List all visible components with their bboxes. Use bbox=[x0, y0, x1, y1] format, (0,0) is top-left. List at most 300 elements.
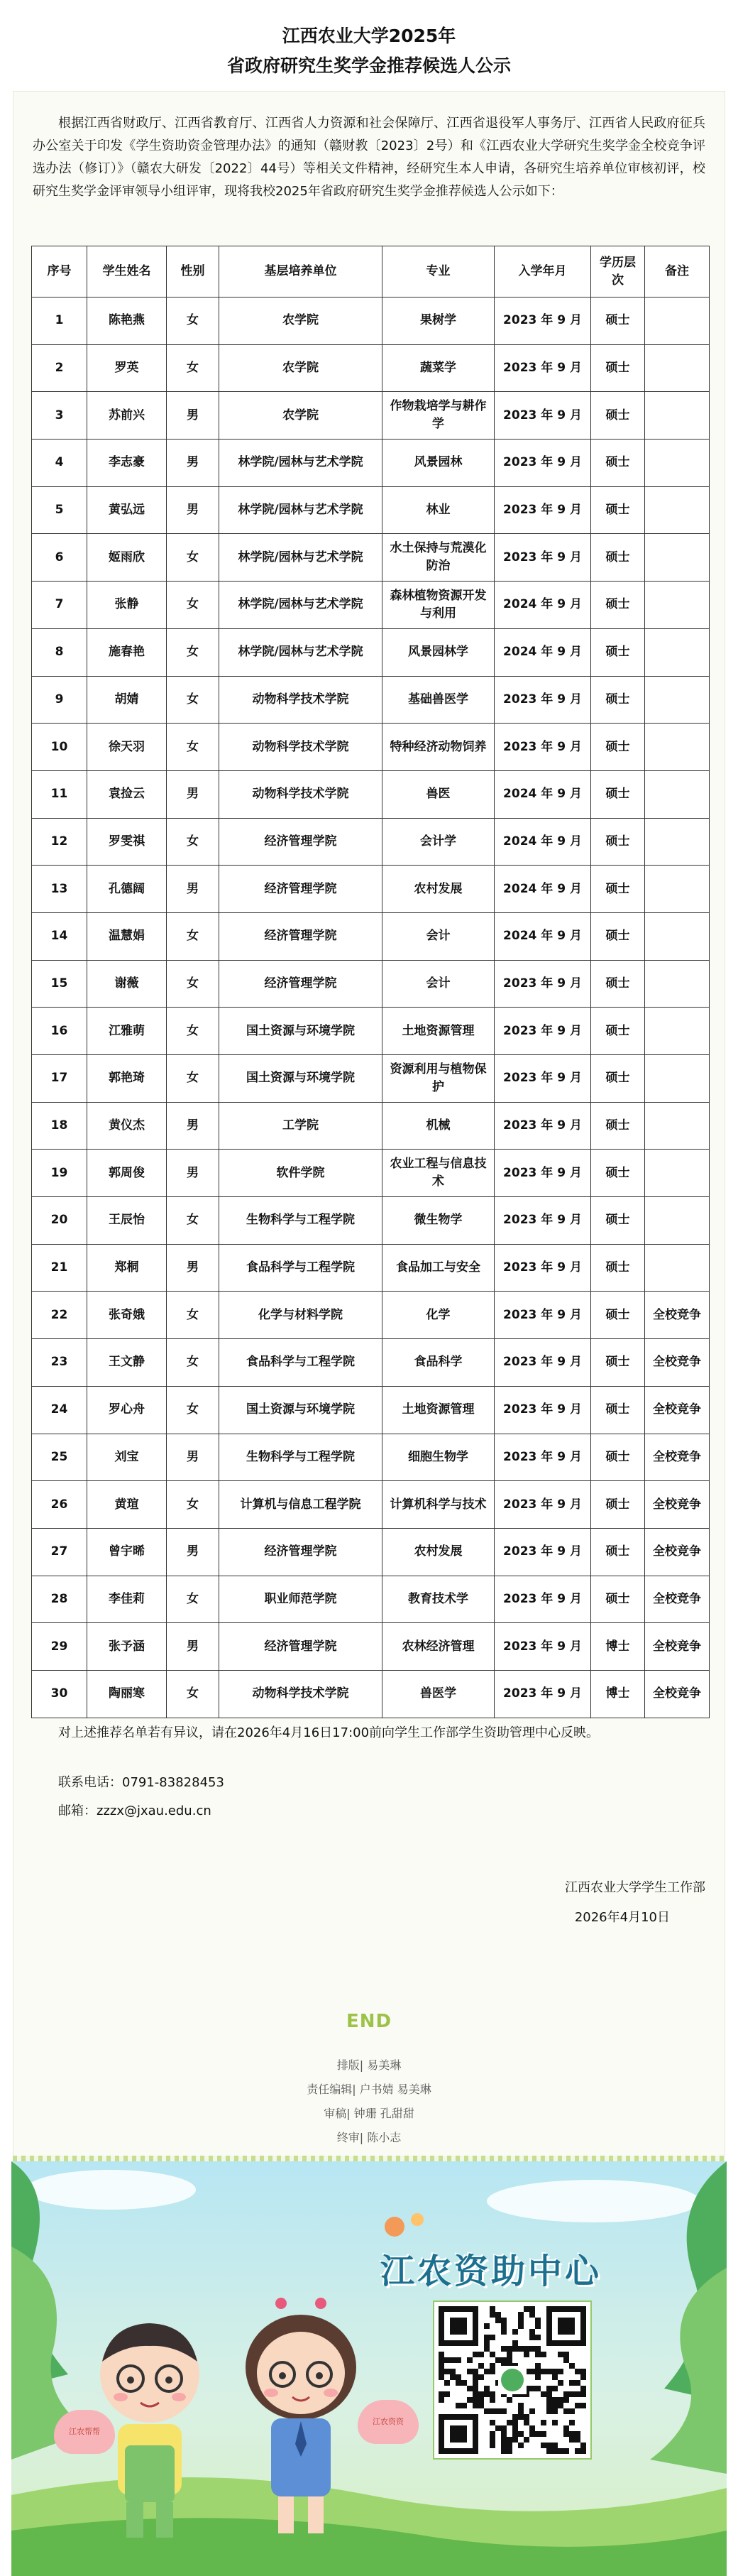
cell-remark bbox=[645, 440, 710, 487]
cell-name: 谢薇 bbox=[87, 960, 167, 1008]
cell-remark: 全校竞争 bbox=[645, 1339, 710, 1387]
cell-major: 风景园林学 bbox=[382, 628, 495, 676]
cell-remark bbox=[645, 486, 710, 534]
cell-degree: 硕士 bbox=[591, 1339, 645, 1387]
cell-degree: 硕士 bbox=[591, 1008, 645, 1055]
cell-unit: 工学院 bbox=[219, 1102, 382, 1150]
sign-left: 江农帮帮 bbox=[54, 2410, 115, 2454]
table-row bbox=[32, 818, 710, 866]
cell-name: 曾宇晞 bbox=[87, 1528, 167, 1576]
cell-enroll: 2023 年 9 月 bbox=[495, 1481, 591, 1529]
cell-enroll: 2023 年 9 月 bbox=[495, 440, 591, 487]
cell-degree: 硕士 bbox=[591, 1055, 645, 1103]
cell-major: 农业工程与信息技术 bbox=[382, 1150, 495, 1197]
cell-degree: 硕士 bbox=[591, 1102, 645, 1150]
cell-index: 18 bbox=[32, 1102, 87, 1150]
cell-unit: 经济管理学院 bbox=[219, 912, 382, 960]
cell-index: 16 bbox=[32, 1008, 87, 1055]
table-row bbox=[32, 770, 710, 818]
cell-name: 王辰怡 bbox=[87, 1197, 167, 1245]
cell-index: 6 bbox=[32, 534, 87, 582]
cell-degree: 硕士 bbox=[591, 392, 645, 440]
cell-remark bbox=[645, 866, 710, 913]
intro-paragraph: 根据江西省财政厅、江西省教育厅、江西省人力资源和社会保障厅、江西省退役军人事务厅、江西省人民政府征兵办公室关于印发《学生资助资金管理办法》的通知（赣财教〔2023〕2号）和《江西农业大学研究生奖学金全校竞争评选办法（修订）》（赣农大研发〔2022〕44号）等相关文件精神，经研究生本人申请，各研究生培养单位审核初评，校研究生奖学金评审领导小组评审，现将我校2025年省政府研究生奖学金推荐候选人公示如下： bbox=[33, 116, 705, 199]
table-row bbox=[32, 1150, 710, 1197]
table-row bbox=[32, 1244, 710, 1292]
table-row bbox=[32, 534, 710, 582]
cell-index: 13 bbox=[32, 866, 87, 913]
cell-gender: 男 bbox=[167, 1528, 219, 1576]
cell-enroll: 2024 年 9 月 bbox=[495, 818, 591, 866]
cell-degree: 硕士 bbox=[591, 912, 645, 960]
header-index: 序号 bbox=[32, 246, 87, 298]
table-row bbox=[32, 724, 710, 771]
cell-gender: 女 bbox=[167, 960, 219, 1008]
cell-name: 罗英 bbox=[87, 344, 167, 392]
cell-enroll: 2023 年 9 月 bbox=[495, 1576, 591, 1623]
table-row bbox=[32, 866, 710, 913]
cell-unit: 动物科学技术学院 bbox=[219, 1670, 382, 1718]
cell-gender: 男 bbox=[167, 1434, 219, 1481]
banner-title: 江农资助中心 bbox=[380, 2252, 602, 2291]
cell-remark bbox=[645, 1102, 710, 1150]
cell-gender: 女 bbox=[167, 676, 219, 724]
cell-enroll: 2024 年 9 月 bbox=[495, 866, 591, 913]
cell-name: 张奇娥 bbox=[87, 1292, 167, 1339]
cell-remark: 全校竞争 bbox=[645, 1576, 710, 1623]
cell-name: 张静 bbox=[87, 582, 167, 629]
cell-gender: 女 bbox=[167, 1339, 219, 1387]
cell-degree: 硕士 bbox=[591, 628, 645, 676]
promo-banner bbox=[11, 2161, 727, 2576]
cell-unit: 林学院/园林与艺术学院 bbox=[219, 582, 382, 629]
cell-index: 2 bbox=[32, 344, 87, 392]
cell-gender: 女 bbox=[167, 1292, 219, 1339]
cell-unit: 农学院 bbox=[219, 392, 382, 440]
cell-enroll: 2024 年 9 月 bbox=[495, 628, 591, 676]
cell-major: 会计学 bbox=[382, 818, 495, 866]
cell-gender: 女 bbox=[167, 1386, 219, 1434]
cell-index: 14 bbox=[32, 912, 87, 960]
cell-enroll: 2023 年 9 月 bbox=[495, 676, 591, 724]
cell-degree: 硕士 bbox=[591, 1434, 645, 1481]
cell-gender: 男 bbox=[167, 392, 219, 440]
table-row bbox=[32, 486, 710, 534]
cell-name: 苏前兴 bbox=[87, 392, 167, 440]
page-title bbox=[0, 21, 738, 81]
cell-major: 化学 bbox=[382, 1292, 495, 1339]
table-row bbox=[32, 1481, 710, 1529]
cell-remark bbox=[645, 724, 710, 771]
cell-remark bbox=[645, 628, 710, 676]
cell-unit: 林学院/园林与艺术学院 bbox=[219, 440, 382, 487]
cell-major: 特种经济动物饲养 bbox=[382, 724, 495, 771]
cell-major: 计算机科学与技术 bbox=[382, 1481, 495, 1529]
cell-remark bbox=[645, 1244, 710, 1292]
cell-major: 森林植物资源开发与利用 bbox=[382, 582, 495, 629]
cell-remark bbox=[645, 582, 710, 629]
header-name: 学生姓名 bbox=[87, 246, 167, 298]
cell-remark bbox=[645, 1150, 710, 1197]
cell-unit: 动物科学技术学院 bbox=[219, 724, 382, 771]
cell-degree: 硕士 bbox=[591, 298, 645, 345]
cell-gender: 女 bbox=[167, 1576, 219, 1623]
girl-illustration bbox=[237, 2296, 365, 2545]
cell-index: 5 bbox=[32, 486, 87, 534]
cell-major: 农村发展 bbox=[382, 866, 495, 913]
cell-major: 风景园林 bbox=[382, 440, 495, 487]
cell-gender: 女 bbox=[167, 818, 219, 866]
cell-name: 徐天羽 bbox=[87, 724, 167, 771]
table-row bbox=[32, 960, 710, 1008]
cell-gender: 男 bbox=[167, 486, 219, 534]
cell-major: 食品加工与安全 bbox=[382, 1244, 495, 1292]
cell-index: 10 bbox=[32, 724, 87, 771]
cell-index: 8 bbox=[32, 628, 87, 676]
cell-unit: 国土资源与环境学院 bbox=[219, 1008, 382, 1055]
cell-unit: 软件学院 bbox=[219, 1150, 382, 1197]
cell-enroll: 2023 年 9 月 bbox=[495, 1008, 591, 1055]
cell-degree: 硕士 bbox=[591, 582, 645, 629]
cell-major: 会计 bbox=[382, 960, 495, 1008]
cell-degree: 硕士 bbox=[591, 770, 645, 818]
cell-gender: 女 bbox=[167, 534, 219, 582]
cell-major: 教育技术学 bbox=[382, 1576, 495, 1623]
header-degree: 学历层次 bbox=[591, 246, 645, 298]
cell-enroll: 2023 年 9 月 bbox=[495, 960, 591, 1008]
cell-major: 作物栽培学与耕作学 bbox=[382, 392, 495, 440]
cell-enroll: 2023 年 9 月 bbox=[495, 1055, 591, 1103]
cell-gender: 女 bbox=[167, 724, 219, 771]
cell-degree: 硕士 bbox=[591, 960, 645, 1008]
table-row bbox=[32, 582, 710, 629]
cell-index: 1 bbox=[32, 298, 87, 345]
cell-unit: 农学院 bbox=[219, 344, 382, 392]
credit-review: 审稿| 钟珊 孔甜甜 bbox=[324, 2107, 414, 2120]
cell-enroll: 2024 年 9 月 bbox=[495, 770, 591, 818]
cell-degree: 硕士 bbox=[591, 1292, 645, 1339]
table-row bbox=[32, 1576, 710, 1623]
table-row bbox=[32, 1670, 710, 1718]
contact-phone: 联系电话：0791-83828453 bbox=[58, 1775, 224, 1790]
cell-index: 12 bbox=[32, 818, 87, 866]
cell-degree: 硕士 bbox=[591, 1150, 645, 1197]
cell-index: 15 bbox=[32, 960, 87, 1008]
cell-enroll: 2023 年 9 月 bbox=[495, 1150, 591, 1197]
table-header-row bbox=[32, 246, 710, 298]
cell-unit: 经济管理学院 bbox=[219, 818, 382, 866]
cell-unit: 经济管理学院 bbox=[219, 960, 382, 1008]
cell-enroll: 2023 年 9 月 bbox=[495, 1386, 591, 1434]
cell-unit: 职业师范学院 bbox=[219, 1576, 382, 1623]
header-unit: 基层培养单位 bbox=[219, 246, 382, 298]
table-row bbox=[32, 628, 710, 676]
cell-index: 26 bbox=[32, 1481, 87, 1529]
qr-code-icon bbox=[439, 2306, 586, 2454]
cell-unit: 经济管理学院 bbox=[219, 866, 382, 913]
cell-index: 7 bbox=[32, 582, 87, 629]
cell-enroll: 2023 年 9 月 bbox=[495, 1528, 591, 1576]
credit-final: 终审| 陈小志 bbox=[336, 2131, 402, 2144]
cell-unit: 食品科学与工程学院 bbox=[219, 1339, 382, 1387]
cell-gender: 女 bbox=[167, 1670, 219, 1718]
cell-index: 11 bbox=[32, 770, 87, 818]
cell-gender: 女 bbox=[167, 1008, 219, 1055]
cell-enroll: 2023 年 9 月 bbox=[495, 1197, 591, 1245]
cell-unit: 林学院/园林与艺术学院 bbox=[219, 486, 382, 534]
cell-unit: 食品科学与工程学院 bbox=[219, 1244, 382, 1292]
cell-remark bbox=[645, 770, 710, 818]
cell-remark: 全校竞争 bbox=[645, 1528, 710, 1576]
cell-index: 27 bbox=[32, 1528, 87, 1576]
cell-degree: 硕士 bbox=[591, 1197, 645, 1245]
cell-degree: 硕士 bbox=[591, 486, 645, 534]
cell-gender: 女 bbox=[167, 298, 219, 345]
header-remark: 备注 bbox=[645, 246, 710, 298]
cell-index: 20 bbox=[32, 1197, 87, 1245]
cell-unit: 生物科学与工程学院 bbox=[219, 1197, 382, 1245]
cell-major: 兽医 bbox=[382, 770, 495, 818]
table-row bbox=[32, 440, 710, 487]
cell-name: 李志豪 bbox=[87, 440, 167, 487]
contact-email: 邮箱：zzzx@jxau.edu.cn bbox=[58, 1803, 211, 1818]
cell-index: 4 bbox=[32, 440, 87, 487]
table-row bbox=[32, 344, 710, 392]
cell-unit: 化学与材料学院 bbox=[219, 1292, 382, 1339]
table-row bbox=[32, 676, 710, 724]
cell-enroll: 2023 年 9 月 bbox=[495, 392, 591, 440]
cell-enroll: 2023 年 9 月 bbox=[495, 1670, 591, 1718]
cell-degree: 硕士 bbox=[591, 344, 645, 392]
cell-gender: 女 bbox=[167, 912, 219, 960]
cell-index: 3 bbox=[32, 392, 87, 440]
cell-major: 林业 bbox=[382, 486, 495, 534]
cell-remark: 全校竞争 bbox=[645, 1292, 710, 1339]
cell-unit: 国土资源与环境学院 bbox=[219, 1055, 382, 1103]
credit-editor: 责任编辑| 户书婧 易美琳 bbox=[307, 2083, 431, 2096]
cell-enroll: 2023 年 9 月 bbox=[495, 534, 591, 582]
cell-name: 王文静 bbox=[87, 1339, 167, 1387]
cell-enroll: 2023 年 9 月 bbox=[495, 298, 591, 345]
cell-degree: 硕士 bbox=[591, 1528, 645, 1576]
title-line-2: 省政府研究生奖学金推荐候选人公示 bbox=[226, 55, 511, 76]
cell-gender: 女 bbox=[167, 344, 219, 392]
objection-notice: 对上述推荐名单若有异议，请在2026年4月16日17:00前向学生工作部学生资助管理中心反映。 bbox=[58, 1725, 600, 1740]
cell-name: 郑桐 bbox=[87, 1244, 167, 1292]
title-line-1: 江西农业大学2025年 bbox=[282, 26, 456, 46]
cell-name: 郭艳琦 bbox=[87, 1055, 167, 1103]
end-label: END bbox=[346, 2011, 392, 2032]
cell-enroll: 2023 年 9 月 bbox=[495, 486, 591, 534]
header-gender: 性别 bbox=[167, 246, 219, 298]
cell-unit: 林学院/园林与艺术学院 bbox=[219, 628, 382, 676]
cell-unit: 动物科学技术学院 bbox=[219, 770, 382, 818]
nominee-table bbox=[31, 246, 710, 1718]
cell-degree: 硕士 bbox=[591, 1386, 645, 1434]
cell-remark bbox=[645, 1055, 710, 1103]
cell-major: 果树学 bbox=[382, 298, 495, 345]
table-row bbox=[32, 1528, 710, 1576]
cell-major: 土地资源管理 bbox=[382, 1386, 495, 1434]
table-body bbox=[32, 298, 710, 1718]
cell-gender: 女 bbox=[167, 1055, 219, 1103]
cell-remark bbox=[645, 344, 710, 392]
cell-name: 刘宝 bbox=[87, 1434, 167, 1481]
table-row bbox=[32, 1055, 710, 1103]
table-row bbox=[32, 1197, 710, 1245]
cell-index: 22 bbox=[32, 1292, 87, 1339]
cell-remark bbox=[645, 1197, 710, 1245]
cell-degree: 硕士 bbox=[591, 534, 645, 582]
cell-name: 张予涵 bbox=[87, 1623, 167, 1671]
cell-unit: 计算机与信息工程学院 bbox=[219, 1481, 382, 1529]
cell-gender: 男 bbox=[167, 1150, 219, 1197]
cell-index: 21 bbox=[32, 1244, 87, 1292]
cell-name: 陈艳燕 bbox=[87, 298, 167, 345]
cell-remark bbox=[645, 298, 710, 345]
cell-major: 微生物学 bbox=[382, 1197, 495, 1245]
cell-unit: 国土资源与环境学院 bbox=[219, 1386, 382, 1434]
cell-index: 25 bbox=[32, 1434, 87, 1481]
cell-remark bbox=[645, 818, 710, 866]
table-row bbox=[32, 1339, 710, 1387]
sign-right: 江农资资 bbox=[358, 2400, 419, 2444]
cell-enroll: 2023 年 9 月 bbox=[495, 1292, 591, 1339]
cell-major: 会计 bbox=[382, 912, 495, 960]
cell-gender: 男 bbox=[167, 1244, 219, 1292]
cell-name: 胡婧 bbox=[87, 676, 167, 724]
header-enroll: 入学年月 bbox=[495, 246, 591, 298]
cell-degree: 硕士 bbox=[591, 1244, 645, 1292]
cell-major: 农村发展 bbox=[382, 1528, 495, 1576]
table-row bbox=[32, 298, 710, 345]
cell-degree: 硕士 bbox=[591, 724, 645, 771]
cell-name: 郭周俊 bbox=[87, 1150, 167, 1197]
cell-remark: 全校竞争 bbox=[645, 1386, 710, 1434]
cell-index: 24 bbox=[32, 1386, 87, 1434]
cell-remark: 全校竞争 bbox=[645, 1434, 710, 1481]
cell-major: 机械 bbox=[382, 1102, 495, 1150]
cell-index: 28 bbox=[32, 1576, 87, 1623]
cell-name: 江雅萌 bbox=[87, 1008, 167, 1055]
header-major: 专业 bbox=[382, 246, 495, 298]
cell-name: 罗雯祺 bbox=[87, 818, 167, 866]
cell-major: 食品科学 bbox=[382, 1339, 495, 1387]
table-row bbox=[32, 1102, 710, 1150]
cell-name: 黄弘远 bbox=[87, 486, 167, 534]
cell-name: 孔德阔 bbox=[87, 866, 167, 913]
cell-name: 陶丽寒 bbox=[87, 1670, 167, 1718]
cell-gender: 女 bbox=[167, 1481, 219, 1529]
cell-name: 袁捡云 bbox=[87, 770, 167, 818]
cell-name: 黄瑄 bbox=[87, 1481, 167, 1529]
cell-major: 蔬菜学 bbox=[382, 344, 495, 392]
cell-gender: 女 bbox=[167, 582, 219, 629]
cell-unit: 农学院 bbox=[219, 298, 382, 345]
signature-org: 江西农业大学学生工作部 bbox=[565, 1880, 705, 1895]
cell-major: 农林经济管理 bbox=[382, 1623, 495, 1671]
cell-degree: 硕士 bbox=[591, 1481, 645, 1529]
cell-remark: 全校竞争 bbox=[645, 1670, 710, 1718]
table-row bbox=[32, 1292, 710, 1339]
cell-enroll: 2023 年 9 月 bbox=[495, 724, 591, 771]
cell-gender: 女 bbox=[167, 1197, 219, 1245]
cell-unit: 生物科学与工程学院 bbox=[219, 1434, 382, 1481]
cell-gender: 男 bbox=[167, 440, 219, 487]
cell-remark bbox=[645, 912, 710, 960]
cell-remark bbox=[645, 1008, 710, 1055]
cell-degree: 硕士 bbox=[591, 866, 645, 913]
credit-layout: 排版| 易美琳 bbox=[336, 2058, 402, 2072]
cell-degree: 硕士 bbox=[591, 818, 645, 866]
cell-name: 罗心舟 bbox=[87, 1386, 167, 1434]
table-row bbox=[32, 392, 710, 440]
cell-name: 温慧娟 bbox=[87, 912, 167, 960]
cell-gender: 男 bbox=[167, 866, 219, 913]
cell-unit: 林学院/园林与艺术学院 bbox=[219, 534, 382, 582]
cell-index: 9 bbox=[32, 676, 87, 724]
cell-major: 兽医学 bbox=[382, 1670, 495, 1718]
cell-major: 资源利用与植物保护 bbox=[382, 1055, 495, 1103]
signature-date: 2026年4月10日 bbox=[574, 1910, 670, 1925]
cell-index: 23 bbox=[32, 1339, 87, 1387]
cell-name: 施春艳 bbox=[87, 628, 167, 676]
cell-degree: 博士 bbox=[591, 1623, 645, 1671]
cell-gender: 男 bbox=[167, 1623, 219, 1671]
cell-index: 29 bbox=[32, 1623, 87, 1671]
table-row bbox=[32, 1008, 710, 1055]
cell-name: 李佳莉 bbox=[87, 1576, 167, 1623]
cell-remark bbox=[645, 392, 710, 440]
cell-major: 基础兽医学 bbox=[382, 676, 495, 724]
cell-enroll: 2023 年 9 月 bbox=[495, 1102, 591, 1150]
cell-degree: 硕士 bbox=[591, 1576, 645, 1623]
cell-unit: 经济管理学院 bbox=[219, 1528, 382, 1576]
cell-enroll: 2024 年 9 月 bbox=[495, 912, 591, 960]
cell-degree: 硕士 bbox=[591, 676, 645, 724]
cell-major: 水土保持与荒漠化防治 bbox=[382, 534, 495, 582]
cell-gender: 男 bbox=[167, 1102, 219, 1150]
cell-gender: 男 bbox=[167, 770, 219, 818]
table-row bbox=[32, 912, 710, 960]
cell-enroll: 2023 年 9 月 bbox=[495, 1339, 591, 1387]
cell-enroll: 2024 年 9 月 bbox=[495, 582, 591, 629]
cell-enroll: 2023 年 9 月 bbox=[495, 1244, 591, 1292]
cell-unit: 经济管理学院 bbox=[219, 1623, 382, 1671]
cell-unit: 动物科学技术学院 bbox=[219, 676, 382, 724]
cell-remark bbox=[645, 534, 710, 582]
cell-enroll: 2023 年 9 月 bbox=[495, 1623, 591, 1671]
cell-remark bbox=[645, 676, 710, 724]
cell-enroll: 2023 年 9 月 bbox=[495, 344, 591, 392]
cell-major: 细胞生物学 bbox=[382, 1434, 495, 1481]
cell-index: 19 bbox=[32, 1150, 87, 1197]
cell-remark bbox=[645, 960, 710, 1008]
cell-enroll: 2023 年 9 月 bbox=[495, 1434, 591, 1481]
qr-code bbox=[434, 2302, 590, 2458]
cell-gender: 女 bbox=[167, 628, 219, 676]
cell-name: 姬雨欣 bbox=[87, 534, 167, 582]
cell-remark: 全校竞争 bbox=[645, 1481, 710, 1529]
cell-major: 土地资源管理 bbox=[382, 1008, 495, 1055]
table-row bbox=[32, 1386, 710, 1434]
cell-degree: 博士 bbox=[591, 1670, 645, 1718]
cell-name: 黄仪杰 bbox=[87, 1102, 167, 1150]
cell-index: 17 bbox=[32, 1055, 87, 1103]
table-row bbox=[32, 1623, 710, 1671]
cell-index: 30 bbox=[32, 1670, 87, 1718]
cell-remark: 全校竞争 bbox=[645, 1623, 710, 1671]
